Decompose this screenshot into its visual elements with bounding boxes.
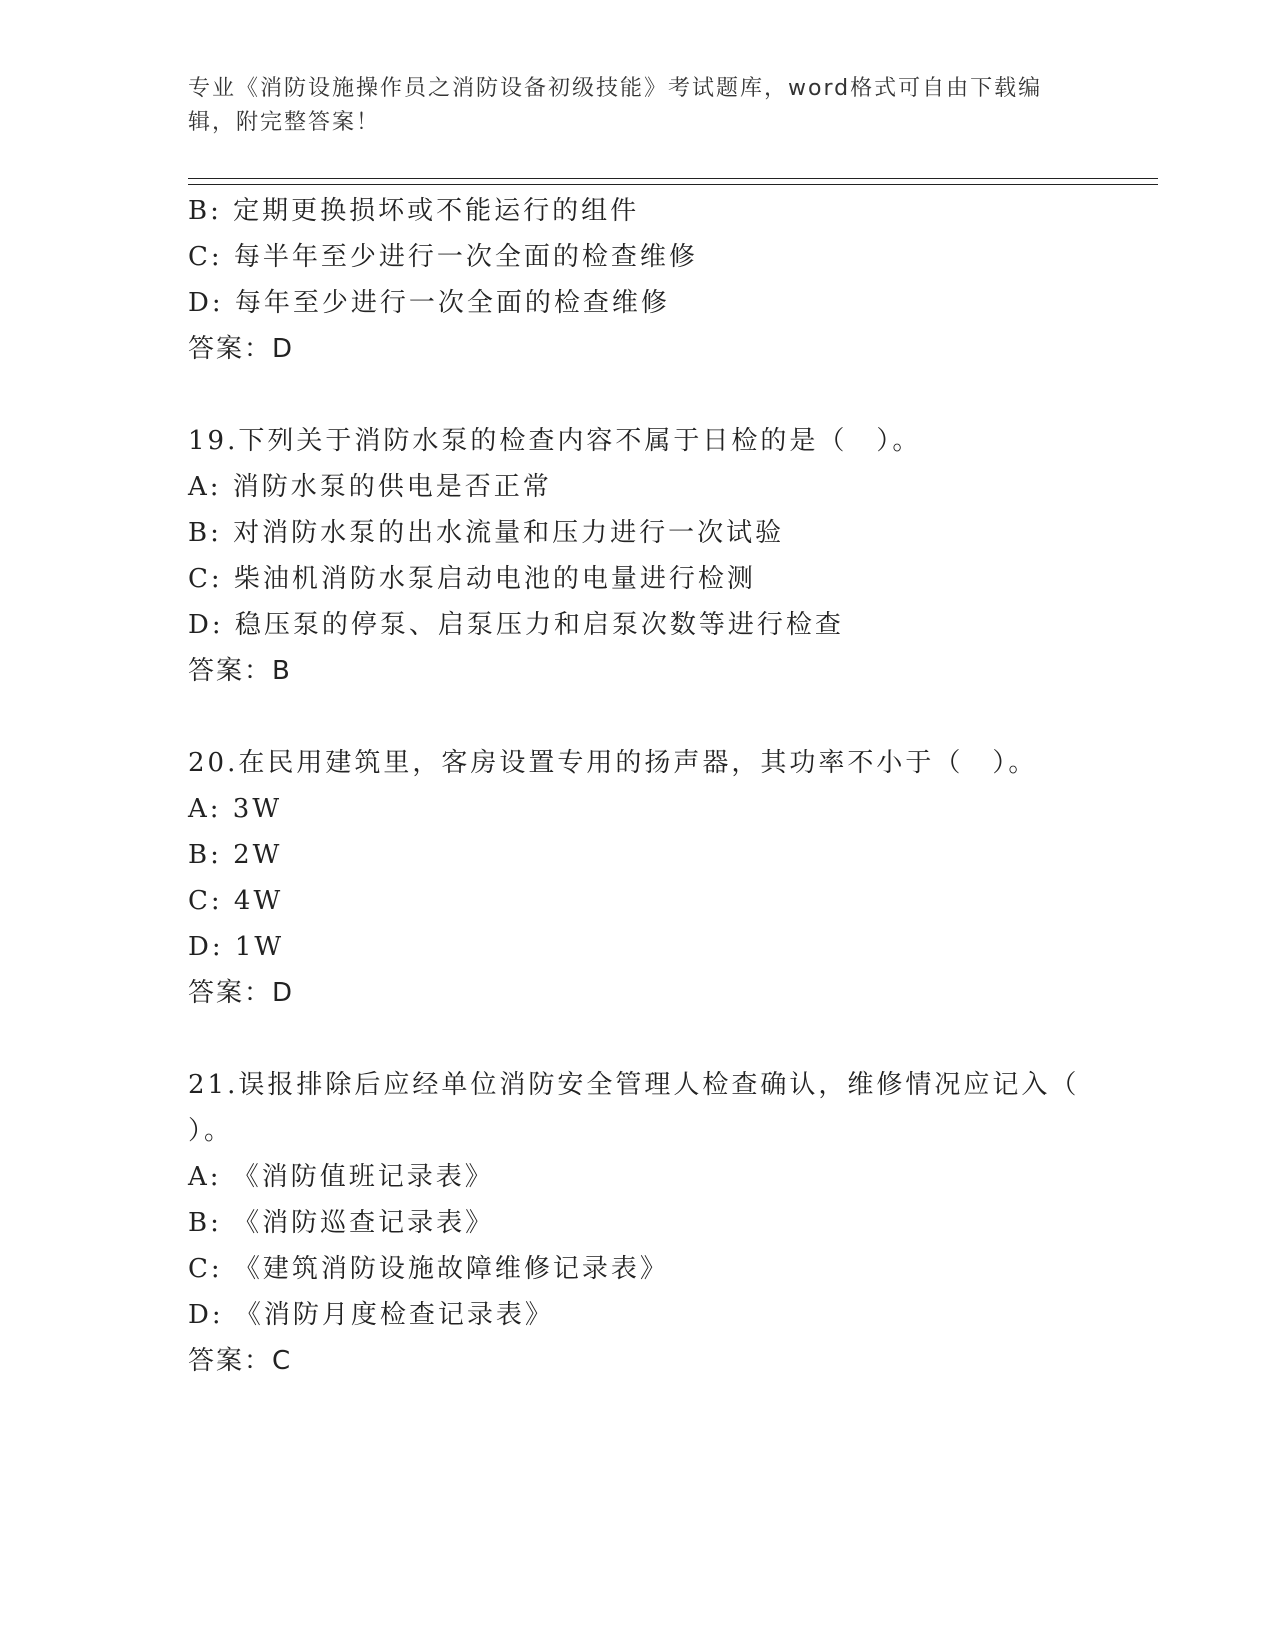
question-stem: 19.下列关于消防水泵的检查内容不属于日检的是（ ）。 <box>188 426 922 456</box>
question-19 <box>188 418 1088 694</box>
spacer <box>188 694 1088 740</box>
question-stem-continued: ）。 <box>188 1116 234 1146</box>
option-b: B: 《消防巡查记录表》 <box>188 1208 495 1238</box>
option-d: D: 1W <box>188 932 285 962</box>
header-divider-bottom <box>188 184 1158 185</box>
spacer <box>188 372 1088 418</box>
option-a: A: 《消防值班记录表》 <box>188 1162 494 1192</box>
option-b: B: 定期更换损坏或不能运行的组件 <box>188 196 640 226</box>
header-line-1: 专业《消防设施操作员之消防设备初级技能》考试题库，word格式可自由下载编 <box>188 76 1043 101</box>
question-list <box>188 188 1088 1384</box>
question-21 <box>188 1062 1088 1384</box>
option-c: C: 《建筑消防设施故障维修记录表》 <box>188 1254 669 1284</box>
option-a: A: 消防水泵的供电是否正常 <box>188 472 552 502</box>
spacer <box>188 1016 1088 1062</box>
answer-line: 答案：B <box>188 656 292 686</box>
option-c: C: 4W <box>188 886 284 916</box>
answer-line: 答案：C <box>188 1346 293 1376</box>
option-c: C: 柴油机消防水泵启动电池的电量进行检测 <box>188 564 756 594</box>
option-d: D: 《消防月度检查记录表》 <box>188 1300 554 1330</box>
option-b: B: 对消防水泵的出水流量和压力进行一次试验 <box>188 518 785 548</box>
document-header <box>188 72 1068 140</box>
header-divider-top <box>188 178 1158 179</box>
question-20 <box>188 740 1088 1016</box>
answer-line: 答案：D <box>188 334 295 364</box>
prev-question-block <box>188 188 1088 372</box>
question-stem: 21.误报排除后应经单位消防安全管理人检查确认，维修情况应记入（ <box>188 1070 1080 1100</box>
option-c: C: 每半年至少进行一次全面的检查维修 <box>188 242 698 272</box>
option-b: B: 2W <box>188 840 283 870</box>
option-d: D: 稳压泵的停泵、启泵压力和启泵次数等进行检查 <box>188 610 844 640</box>
header-line-2: 辑，附完整答案！ <box>188 110 381 135</box>
option-d: D: 每年至少进行一次全面的检查维修 <box>188 288 670 318</box>
answer-line: 答案：D <box>188 978 295 1008</box>
question-stem: 20.在民用建筑里，客房设置专用的扬声器，其功率不小于（ ）。 <box>188 748 1038 778</box>
option-a: A: 3W <box>188 794 283 824</box>
